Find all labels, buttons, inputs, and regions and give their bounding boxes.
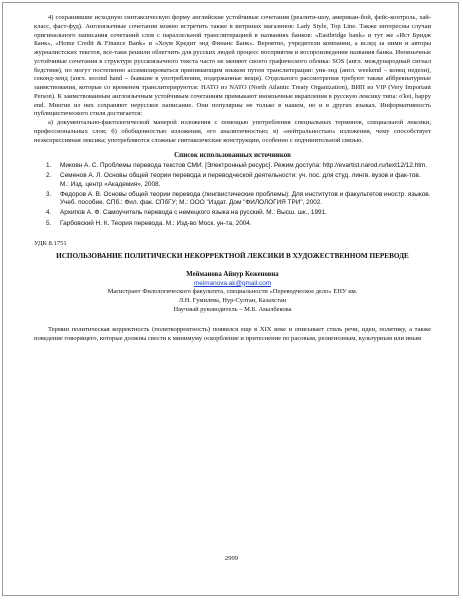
- author-email-link[interactable]: meimanova.ak@gmail.com: [193, 279, 272, 287]
- reference-item: 2. Семенов А. Л. Основы общей теории перевода и переводческой деятельности: уч. пос. для студ. лингв. вузов и фак-тов. М.: Изд. центр «Академия», 2008.: [46, 172, 421, 188]
- article-title: ИСПОЛЬЗОВАНИЕ ПОЛИТИЧЕСКИ НЕКОРРЕКТНОЙ ЛЕКСИКИ В ХУДОЖЕСТВЕННОМ ПЕРЕВОДЕ: [56, 251, 409, 260]
- references-heading: Список использованных источников: [174, 151, 291, 160]
- reference-item: 3. Федоров А. В. Основы общей теории перевода (лингвистические проблемы): Для институтов и факультетов иностр. языков. Учеб. пособие. СПб.: Фил. фак. СПбГУ; М.: ООО "Издат. Дом "ФИЛОЛОГИЯ ТРИ", 2002.: [46, 190, 431, 207]
- udk-code: УДК 8.1751: [34, 240, 67, 248]
- article-body: Термин политическая корректность (политкорректность) появился еще в XIX веке и описывает стиль речи, идеи, политику, а также поведение говорящего, которые должны свести к минимуму оскорбление и притеснение по расовым, религиозным, культурным или иным: [34, 326, 431, 342]
- affiliation-line-1: Магистрант Филологического факультета, специальности «Переводческое дело» ЕНУ им.: [107, 288, 358, 296]
- supervisor: Научный руководитель – М.Б. Амалбекова: [173, 305, 292, 313]
- paragraph-1: 4) сохранившие исходную синтаксическую форму английские устойчивые сочетания (реалити-шоу, американ-бой, фейс-контроль, хай-класс, фаст-фуд). Англоязычные сочетания можно встретить также в витринах магазинов: Lady Style, Top Line. Также интересны случаи оригинального написания сочетаний слов с параллельной транслитерацией в названиях банков: «Eastbridge bank» и тут же «Ист Бридж Банк», «Home Credit & Finance Bank» и «Хоум Кредит энд Финанс Банк». Вероятно, учредители компании, а вслед за ними и авторы журналистских текстов, все-таки решили облегчить для русских людей процесс восприятия и воспроизведения названия банка. Иноязычные устойчивые сочетания в структуре русскоязычного текста часто не меняют своего графического облика: SOS (англ. международный сигнал бедствия), но могут постепенно ассимилироваться принимающим языком путем транслитерации: уик-энд (англ. weekend – конец недели), секонд-хенд (англ. second hand – бывшие в употреблении, подержанные вещи). Отдельного рассмотрения требуют также аббревиатурные заимствования, которые со временем транслитерируются: НАТО из NATO (North Atlantic Treaty Organization), ВИП из VIP (Very Important Person). К заимствованным англоязычным устойчивым сочетаниям примыкают иноязычные вкрапления в русскую лексику типа: o'kei, happy end. Многие из них сохраняют нерусское написание. Они популярны не только в нашем, но и в других языках. Информативность публицистического стиля достигается:: [34, 14, 431, 118]
- paragraph-2: а) документально-фактологической манерой изложения с помощью употребления специальных терминов, специальной лексики, профессиональных слов; б) обобщенностью изложения, его аналитичностью; в) «нейтральностью» изложения, чему способствует неэкспрессивная лексика; употребляются сложные синтаксические конструкции, особенно с подчинительной связью.: [34, 119, 431, 144]
- author-name: Мейманова Айнур Кеженовна: [186, 270, 279, 278]
- reference-item: 1. Миковн А. С. Проблемы перевода текстов СМИ. [Электронный ресурс]. Режим доступа: http://evartist.narod.ru/text12/12.htm.: [46, 162, 428, 169]
- reference-item: 5. Гарбовский Н. К. Теория перевода. М.: Изд-во Моск. ун-та, 2004.: [46, 219, 252, 227]
- affiliation-line-2: Л.Н. Гумилева, Нур-Султан, Казахстан: [178, 296, 287, 304]
- page-number: 2999: [224, 555, 239, 562]
- references-list: [34, 162, 431, 228]
- document-page: [34, 14, 431, 344]
- reference-item: 4. Архипов А. Ф. Самоучитель перевода с немецкого языка на русский. М.: Высш. шк., 1991.: [46, 209, 327, 217]
